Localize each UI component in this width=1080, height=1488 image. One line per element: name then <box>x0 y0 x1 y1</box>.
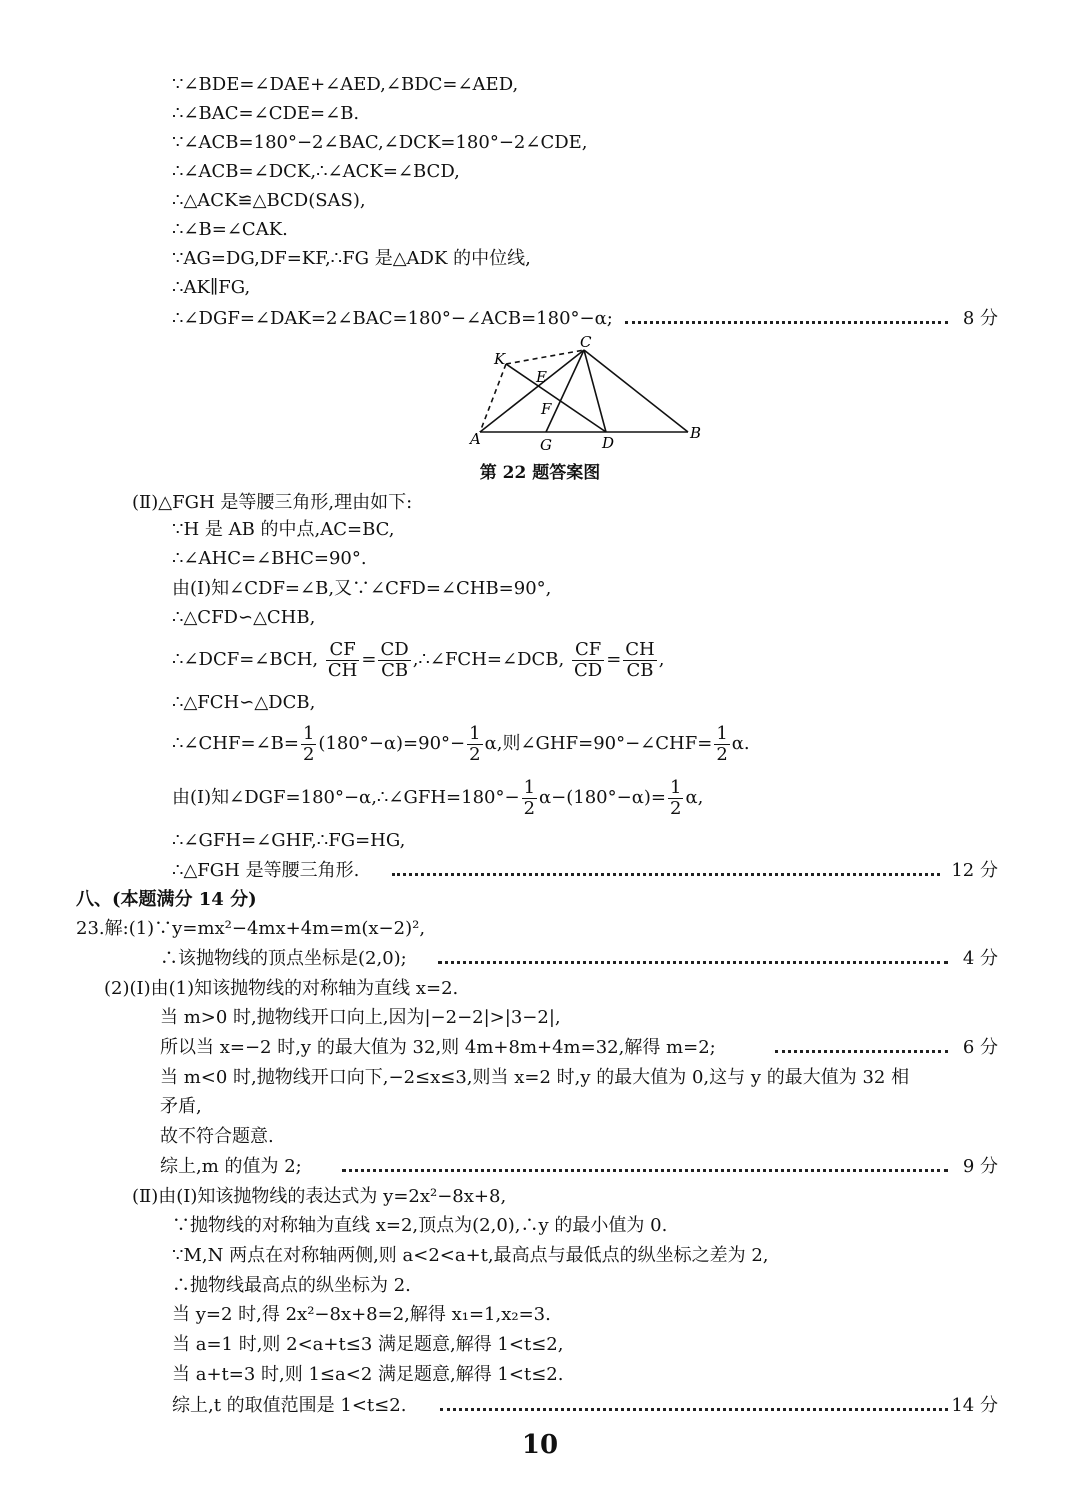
denominator: 2 <box>469 743 481 765</box>
denominator: CB <box>626 659 654 681</box>
dot-leader <box>775 1050 948 1053</box>
proof-line: 矛盾, <box>160 1096 202 1117</box>
proof-line: 当 y=2 时,得 2x²−8x+8=2,解得 x₁=1,x₂=3. <box>172 1304 551 1325</box>
score-label: 9 分 <box>962 1156 998 1177</box>
proof-line: ∴∠GFH=∠GHF,∴FG=HG, <box>172 830 406 851</box>
segment-cb <box>584 350 688 432</box>
proof-line: ∵H 是 AB 的中点,AC=BC, <box>172 519 395 540</box>
proof-line: 当 a=1 时,则 2<a+t≤3 满足题意,解得 1<t≤2, <box>172 1334 564 1355</box>
numerator: 1 <box>302 722 315 744</box>
denominator: 2 <box>523 797 536 819</box>
proof-line: ∵AG=DG,DF=KF,∴FG 是△ADK 的中位线, <box>172 248 531 269</box>
proof-line: ∴△ACK≌△BCD(SAS), <box>172 190 366 211</box>
label-k: K <box>494 350 506 368</box>
dot-leader <box>440 1408 948 1411</box>
denominator: 2 <box>302 743 315 765</box>
label-c: C <box>580 334 592 351</box>
fraction <box>467 724 482 765</box>
proof-line: 当 m>0 时,抛物线开口向上,因为|−2−2|>|3−2|, <box>160 1007 561 1028</box>
proof-line: 综上,m 的值为 2; <box>160 1156 302 1177</box>
label-d: D <box>602 434 615 452</box>
text-segment: ∴∠CHF=∠B= <box>172 733 299 754</box>
proof-line: ∴∠AHC=∠BHC=90°. <box>172 548 367 569</box>
fraction-line <box>172 776 703 820</box>
text-segment: (180°−α)=90°− <box>318 733 466 754</box>
proof-line: 由(Ⅰ)知∠CDF=∠B,又∵∠CFD=∠CHB=90°, <box>172 578 552 599</box>
denominator: 2 <box>669 797 682 819</box>
text-segment: , <box>658 649 665 670</box>
label-a: A <box>470 430 481 448</box>
geometry-figure <box>460 334 710 454</box>
label-g: G <box>540 436 552 454</box>
text-segment: α, <box>685 787 704 808</box>
fraction <box>714 724 729 765</box>
dot-leader <box>625 321 948 324</box>
proof-line: 当 a+t=3 时,则 1≤a<2 满足题意,解得 1<t≤2. <box>172 1364 564 1385</box>
text-segment: α,则∠GHF=90°−∠CHF= <box>484 733 713 754</box>
denominator: 2 <box>716 743 728 765</box>
section-heading: 八、(本题满分 14 分) <box>76 889 257 910</box>
text-segment: 由(Ⅰ)知∠DGF=180°−α,∴∠GFH=180°− <box>172 787 520 808</box>
score-label: 12 分 <box>951 860 998 881</box>
proof-line: ∴△FCH∽△DCB, <box>172 692 316 713</box>
numerator: 1 <box>716 722 728 744</box>
fraction-line: ∴∠DCF=∠BCH, $\frac{CF}{CH}$ = $\frac{CD}{CB}$ ,∴∠FCH=∠DCB, $\frac{CF}{CD}$ = $\frac{CH}{CB}$ , <box>172 638 665 681</box>
fraction <box>623 640 656 681</box>
denominator: CB <box>381 659 409 681</box>
proof-line: 综上,t 的取值范围是 1<t≤2. <box>172 1395 407 1416</box>
denominator: CH <box>327 659 358 681</box>
proof-line: 所以当 x=−2 时,y 的最大值为 32,则 4m+8m+4m=32,解得 m=2; <box>160 1037 716 1058</box>
numerator: 1 <box>669 776 682 798</box>
proof-line: ∴∠BAC=∠CDE=∠B. <box>172 103 360 124</box>
proof-line: ∵M,N 两点在对称轴两侧,则 a<2<a+t,最高点与最低点的纵坐标之差为 2, <box>172 1245 769 1266</box>
text-segment: α−(180°−α)= <box>539 787 666 808</box>
fraction <box>301 724 316 765</box>
proof-line: ∴AK∥FG, <box>172 277 251 298</box>
proof-line: ∴△CFD∽△CHB, <box>172 607 316 628</box>
proof-line: ∵抛物线的对称轴为直线 x=2,顶点为(2,0),∴y 的最小值为 0. <box>172 1215 668 1236</box>
proof-line: (Ⅱ)由(Ⅰ)知该抛物线的表达式为 y=2x²−8x+8, <box>132 1186 507 1207</box>
numerator: CF <box>572 640 604 661</box>
fraction <box>572 640 604 681</box>
numerator: CD <box>380 638 409 660</box>
label-e: E <box>536 368 547 386</box>
numerator: 1 <box>523 776 536 798</box>
proof-line: (Ⅱ)△FGH 是等腰三角形,理由如下: <box>132 492 413 513</box>
proof-line: 故不符合题意. <box>160 1126 274 1147</box>
numerator: CH <box>625 638 655 660</box>
fraction <box>326 640 359 681</box>
score-label: 6 分 <box>962 1037 998 1058</box>
dot-leader <box>342 1169 948 1172</box>
proof-line: ∵∠BDE=∠DAE+∠AED,∠BDC=∠AED, <box>172 74 519 95</box>
label-f: F <box>541 400 552 418</box>
figure-caption: 第 22 题答案图 <box>479 463 601 483</box>
fraction-line <box>172 722 750 766</box>
score-label: 4 分 <box>962 948 998 969</box>
proof-line: ∵∠ACB=180°−2∠BAC,∠DCK=180°−2∠CDE, <box>172 132 588 153</box>
dot-leader <box>392 873 940 876</box>
denominator: CD <box>573 659 603 681</box>
label-b: B <box>690 424 702 442</box>
score-label: 8 分 <box>962 308 998 329</box>
score-label: 14 分 <box>951 1395 998 1416</box>
dot-leader <box>438 961 948 964</box>
proof-line: ∴△FGH 是等腰三角形. <box>172 860 360 881</box>
fraction <box>378 640 410 681</box>
page-number: 10 <box>521 1430 559 1460</box>
proof-line: (2)(Ⅰ)由(1)知该抛物线的对称轴为直线 x=2. <box>104 978 459 999</box>
proof-line: 当 m<0 时,抛物线开口向下,−2≤x≤3,则当 x=2 时,y 的最大值为 0,这与 y 的最大值为 32 相 <box>160 1067 910 1088</box>
text-segment: α. <box>731 733 750 754</box>
text-segment: ∴∠DCF=∠BCH, <box>172 649 319 670</box>
proof-line: ∴抛物线最高点的纵坐标为 2. <box>172 1275 411 1296</box>
fraction <box>668 778 683 819</box>
proof-line: ∴∠ACB=∠DCK,∴∠ACK=∠BCD, <box>172 161 460 182</box>
proof-line: 23.解:(1)∵y=mx²−4mx+4m=m(x−2)², <box>76 918 426 939</box>
segment-kc <box>506 350 584 364</box>
numerator: CF <box>326 640 359 661</box>
segment-cg <box>546 350 584 432</box>
proof-line: ∴∠DGF=∠DAK=2∠BAC=180°−∠ACB=180°−α; <box>172 308 613 329</box>
proof-line: ∴∠B=∠CAK. <box>172 219 288 240</box>
numerator: 1 <box>469 722 481 744</box>
text-segment: ,∴∠FCH=∠DCB, <box>412 649 565 670</box>
fraction <box>522 778 537 819</box>
proof-line: ∴该抛物线的顶点坐标是(2,0); <box>160 948 407 969</box>
